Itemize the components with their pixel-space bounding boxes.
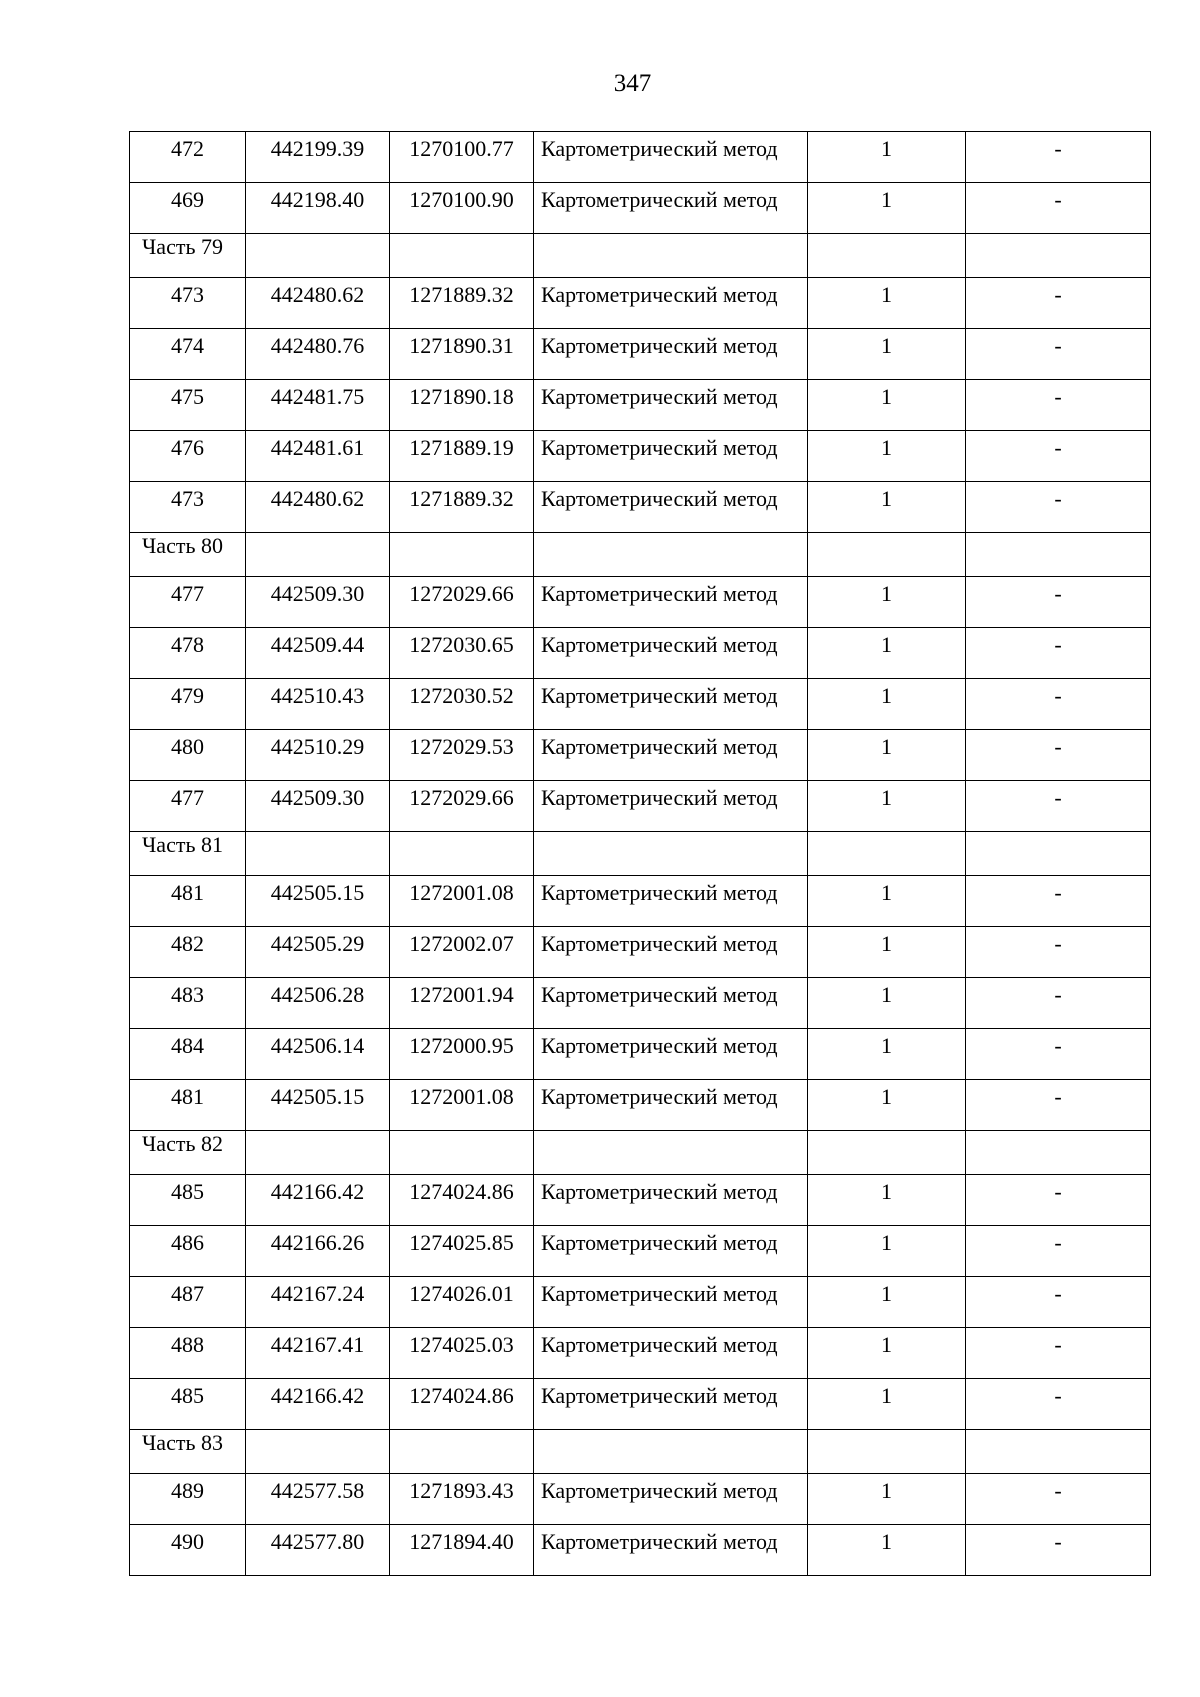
empty-cell — [808, 832, 966, 876]
table-row — [130, 730, 1151, 781]
accuracy-cell: 1 — [808, 978, 966, 1029]
accuracy-cell: 1 — [808, 927, 966, 978]
method-cell: Картометрический метод — [534, 1175, 808, 1226]
description-cell: - — [966, 1226, 1151, 1277]
empty-cell — [966, 234, 1151, 278]
part-label-cell: Часть 83 — [130, 1430, 246, 1474]
y-coordinate-cell: 1271890.31 — [390, 329, 534, 380]
x-coordinate-cell: 442506.14 — [246, 1029, 390, 1080]
method-cell: Картометрический метод — [534, 679, 808, 730]
method-cell: Картометрический метод — [534, 1080, 808, 1131]
description-cell: - — [966, 730, 1151, 781]
part-label-cell: Часть 81 — [130, 832, 246, 876]
accuracy-cell: 1 — [808, 1474, 966, 1525]
description-cell: - — [966, 132, 1151, 183]
table-row — [130, 329, 1151, 380]
method-cell: Картометрический метод — [534, 1226, 808, 1277]
method-cell: Картометрический метод — [534, 482, 808, 533]
point-number-cell: 487 — [130, 1277, 246, 1328]
part-header-row — [130, 1430, 1151, 1474]
point-number-cell: 480 — [130, 730, 246, 781]
accuracy-cell: 1 — [808, 132, 966, 183]
x-coordinate-cell: 442510.43 — [246, 679, 390, 730]
x-coordinate-cell: 442509.30 — [246, 577, 390, 628]
accuracy-cell: 1 — [808, 1175, 966, 1226]
method-cell: Картометрический метод — [534, 1277, 808, 1328]
x-coordinate-cell: 442481.61 — [246, 431, 390, 482]
empty-cell — [534, 234, 808, 278]
description-cell: - — [966, 577, 1151, 628]
accuracy-cell: 1 — [808, 380, 966, 431]
table-row — [130, 679, 1151, 730]
method-cell: Картометрический метод — [534, 380, 808, 431]
x-coordinate-cell: 442505.29 — [246, 927, 390, 978]
empty-cell — [534, 533, 808, 577]
x-coordinate-cell: 442167.24 — [246, 1277, 390, 1328]
table-row — [130, 482, 1151, 533]
empty-cell — [808, 1430, 966, 1474]
x-coordinate-cell: 442198.40 — [246, 183, 390, 234]
x-coordinate-cell: 442509.44 — [246, 628, 390, 679]
table-row — [130, 577, 1151, 628]
y-coordinate-cell: 1274026.01 — [390, 1277, 534, 1328]
table-row — [130, 1226, 1151, 1277]
description-cell: - — [966, 278, 1151, 329]
y-coordinate-cell: 1271889.32 — [390, 482, 534, 533]
empty-cell — [808, 533, 966, 577]
y-coordinate-cell: 1271890.18 — [390, 380, 534, 431]
x-coordinate-cell: 442505.15 — [246, 876, 390, 927]
accuracy-cell: 1 — [808, 1226, 966, 1277]
description-cell: - — [966, 978, 1151, 1029]
table-row — [130, 1080, 1151, 1131]
accuracy-cell: 1 — [808, 1379, 966, 1430]
empty-cell — [534, 1131, 808, 1175]
point-number-cell: 469 — [130, 183, 246, 234]
x-coordinate-cell: 442166.42 — [246, 1175, 390, 1226]
empty-cell — [966, 832, 1151, 876]
accuracy-cell: 1 — [808, 482, 966, 533]
accuracy-cell: 1 — [808, 781, 966, 832]
empty-cell — [390, 1430, 534, 1474]
table-row — [130, 1379, 1151, 1430]
method-cell: Картометрический метод — [534, 577, 808, 628]
y-coordinate-cell: 1271894.40 — [390, 1525, 534, 1576]
empty-cell — [534, 832, 808, 876]
accuracy-cell: 1 — [808, 1525, 966, 1576]
method-cell: Картометрический метод — [534, 1525, 808, 1576]
point-number-cell: 475 — [130, 380, 246, 431]
point-number-cell: 473 — [130, 482, 246, 533]
empty-cell — [808, 1131, 966, 1175]
accuracy-cell: 1 — [808, 730, 966, 781]
method-cell: Картометрический метод — [534, 1379, 808, 1430]
table-row — [130, 1525, 1151, 1576]
x-coordinate-cell: 442577.58 — [246, 1474, 390, 1525]
empty-cell — [390, 832, 534, 876]
description-cell: - — [966, 329, 1151, 380]
method-cell: Картометрический метод — [534, 329, 808, 380]
y-coordinate-cell: 1274025.03 — [390, 1328, 534, 1379]
table-row — [130, 978, 1151, 1029]
empty-cell — [390, 1131, 534, 1175]
description-cell: - — [966, 679, 1151, 730]
table-row — [130, 1474, 1151, 1525]
point-number-cell: 472 — [130, 132, 246, 183]
coordinates-table-body — [130, 132, 1151, 1576]
x-coordinate-cell: 442480.62 — [246, 482, 390, 533]
part-header-row — [130, 234, 1151, 278]
part-header-row — [130, 1131, 1151, 1175]
method-cell: Картометрический метод — [534, 927, 808, 978]
empty-cell — [966, 1131, 1151, 1175]
x-coordinate-cell: 442505.15 — [246, 1080, 390, 1131]
accuracy-cell: 1 — [808, 278, 966, 329]
y-coordinate-cell: 1271889.19 — [390, 431, 534, 482]
method-cell: Картометрический метод — [534, 278, 808, 329]
coordinates-table — [129, 131, 1151, 1576]
description-cell: - — [966, 1328, 1151, 1379]
y-coordinate-cell: 1272002.07 — [390, 927, 534, 978]
description-cell: - — [966, 380, 1151, 431]
description-cell: - — [966, 183, 1151, 234]
x-coordinate-cell: 442480.76 — [246, 329, 390, 380]
table-row — [130, 1175, 1151, 1226]
part-header-row — [130, 533, 1151, 577]
accuracy-cell: 1 — [808, 1029, 966, 1080]
point-number-cell: 477 — [130, 781, 246, 832]
table-row — [130, 431, 1151, 482]
table-row — [130, 781, 1151, 832]
method-cell: Картометрический метод — [534, 183, 808, 234]
y-coordinate-cell: 1272029.53 — [390, 730, 534, 781]
accuracy-cell: 1 — [808, 577, 966, 628]
description-cell: - — [966, 876, 1151, 927]
point-number-cell: 473 — [130, 278, 246, 329]
description-cell: - — [966, 1525, 1151, 1576]
point-number-cell: 486 — [130, 1226, 246, 1277]
point-number-cell: 481 — [130, 1080, 246, 1131]
accuracy-cell: 1 — [808, 431, 966, 482]
x-coordinate-cell: 442481.75 — [246, 380, 390, 431]
empty-cell — [966, 533, 1151, 577]
x-coordinate-cell: 442166.42 — [246, 1379, 390, 1430]
y-coordinate-cell: 1272001.94 — [390, 978, 534, 1029]
empty-cell — [808, 234, 966, 278]
method-cell: Картометрический метод — [534, 876, 808, 927]
accuracy-cell: 1 — [808, 183, 966, 234]
empty-cell — [966, 1430, 1151, 1474]
y-coordinate-cell: 1272030.52 — [390, 679, 534, 730]
point-number-cell: 482 — [130, 927, 246, 978]
accuracy-cell: 1 — [808, 1277, 966, 1328]
table-row — [130, 927, 1151, 978]
point-number-cell: 489 — [130, 1474, 246, 1525]
empty-cell — [534, 1430, 808, 1474]
y-coordinate-cell: 1274024.86 — [390, 1175, 534, 1226]
x-coordinate-cell: 442510.29 — [246, 730, 390, 781]
point-number-cell: 481 — [130, 876, 246, 927]
description-cell: - — [966, 781, 1151, 832]
accuracy-cell: 1 — [808, 1328, 966, 1379]
method-cell: Картометрический метод — [534, 628, 808, 679]
description-cell: - — [966, 1029, 1151, 1080]
x-coordinate-cell: 442199.39 — [246, 132, 390, 183]
part-label-cell: Часть 80 — [130, 533, 246, 577]
y-coordinate-cell: 1272000.95 — [390, 1029, 534, 1080]
x-coordinate-cell: 442480.62 — [246, 278, 390, 329]
description-cell: - — [966, 1379, 1151, 1430]
point-number-cell: 485 — [130, 1175, 246, 1226]
method-cell: Картометрический метод — [534, 431, 808, 482]
point-number-cell: 490 — [130, 1525, 246, 1576]
accuracy-cell: 1 — [808, 679, 966, 730]
method-cell: Картометрический метод — [534, 132, 808, 183]
part-header-row — [130, 832, 1151, 876]
part-label-cell: Часть 79 — [130, 234, 246, 278]
y-coordinate-cell: 1272029.66 — [390, 577, 534, 628]
table-row — [130, 1328, 1151, 1379]
method-cell: Картометрический метод — [534, 1328, 808, 1379]
description-cell: - — [966, 927, 1151, 978]
table-row — [130, 380, 1151, 431]
method-cell: Картометрический метод — [534, 978, 808, 1029]
y-coordinate-cell: 1271889.32 — [390, 278, 534, 329]
empty-cell — [390, 234, 534, 278]
accuracy-cell: 1 — [808, 876, 966, 927]
x-coordinate-cell: 442506.28 — [246, 978, 390, 1029]
point-number-cell: 483 — [130, 978, 246, 1029]
description-cell: - — [966, 1080, 1151, 1131]
x-coordinate-cell: 442166.26 — [246, 1226, 390, 1277]
x-coordinate-cell: 442509.30 — [246, 781, 390, 832]
y-coordinate-cell: 1272029.66 — [390, 781, 534, 832]
point-number-cell: 488 — [130, 1328, 246, 1379]
y-coordinate-cell: 1270100.90 — [390, 183, 534, 234]
y-coordinate-cell: 1274025.85 — [390, 1226, 534, 1277]
empty-cell — [246, 832, 390, 876]
table-row — [130, 1277, 1151, 1328]
point-number-cell: 476 — [130, 431, 246, 482]
point-number-cell: 474 — [130, 329, 246, 380]
description-cell: - — [966, 628, 1151, 679]
description-cell: - — [966, 1277, 1151, 1328]
point-number-cell: 478 — [130, 628, 246, 679]
y-coordinate-cell: 1270100.77 — [390, 132, 534, 183]
method-cell: Картометрический метод — [534, 1029, 808, 1080]
y-coordinate-cell: 1271893.43 — [390, 1474, 534, 1525]
empty-cell — [390, 533, 534, 577]
accuracy-cell: 1 — [808, 329, 966, 380]
page-number: 347 — [613, 70, 652, 97]
table-row — [130, 1029, 1151, 1080]
point-number-cell: 484 — [130, 1029, 246, 1080]
description-cell: - — [966, 1474, 1151, 1525]
empty-cell — [246, 1430, 390, 1474]
y-coordinate-cell: 1272030.65 — [390, 628, 534, 679]
table-row — [130, 132, 1151, 183]
y-coordinate-cell: 1272001.08 — [390, 876, 534, 927]
table-row — [130, 628, 1151, 679]
method-cell: Картометрический метод — [534, 781, 808, 832]
method-cell: Картометрический метод — [534, 730, 808, 781]
empty-cell — [246, 1131, 390, 1175]
part-label-cell: Часть 82 — [130, 1131, 246, 1175]
x-coordinate-cell: 442577.80 — [246, 1525, 390, 1576]
accuracy-cell: 1 — [808, 1080, 966, 1131]
y-coordinate-cell: 1272001.08 — [390, 1080, 534, 1131]
description-cell: - — [966, 431, 1151, 482]
x-coordinate-cell: 442167.41 — [246, 1328, 390, 1379]
accuracy-cell: 1 — [808, 628, 966, 679]
empty-cell — [246, 234, 390, 278]
y-coordinate-cell: 1274024.86 — [390, 1379, 534, 1430]
point-number-cell: 479 — [130, 679, 246, 730]
table-row — [130, 183, 1151, 234]
description-cell: - — [966, 1175, 1151, 1226]
point-number-cell: 477 — [130, 577, 246, 628]
point-number-cell: 485 — [130, 1379, 246, 1430]
description-cell: - — [966, 482, 1151, 533]
method-cell: Картометрический метод — [534, 1474, 808, 1525]
table-row — [130, 278, 1151, 329]
table-row — [130, 876, 1151, 927]
empty-cell — [246, 533, 390, 577]
